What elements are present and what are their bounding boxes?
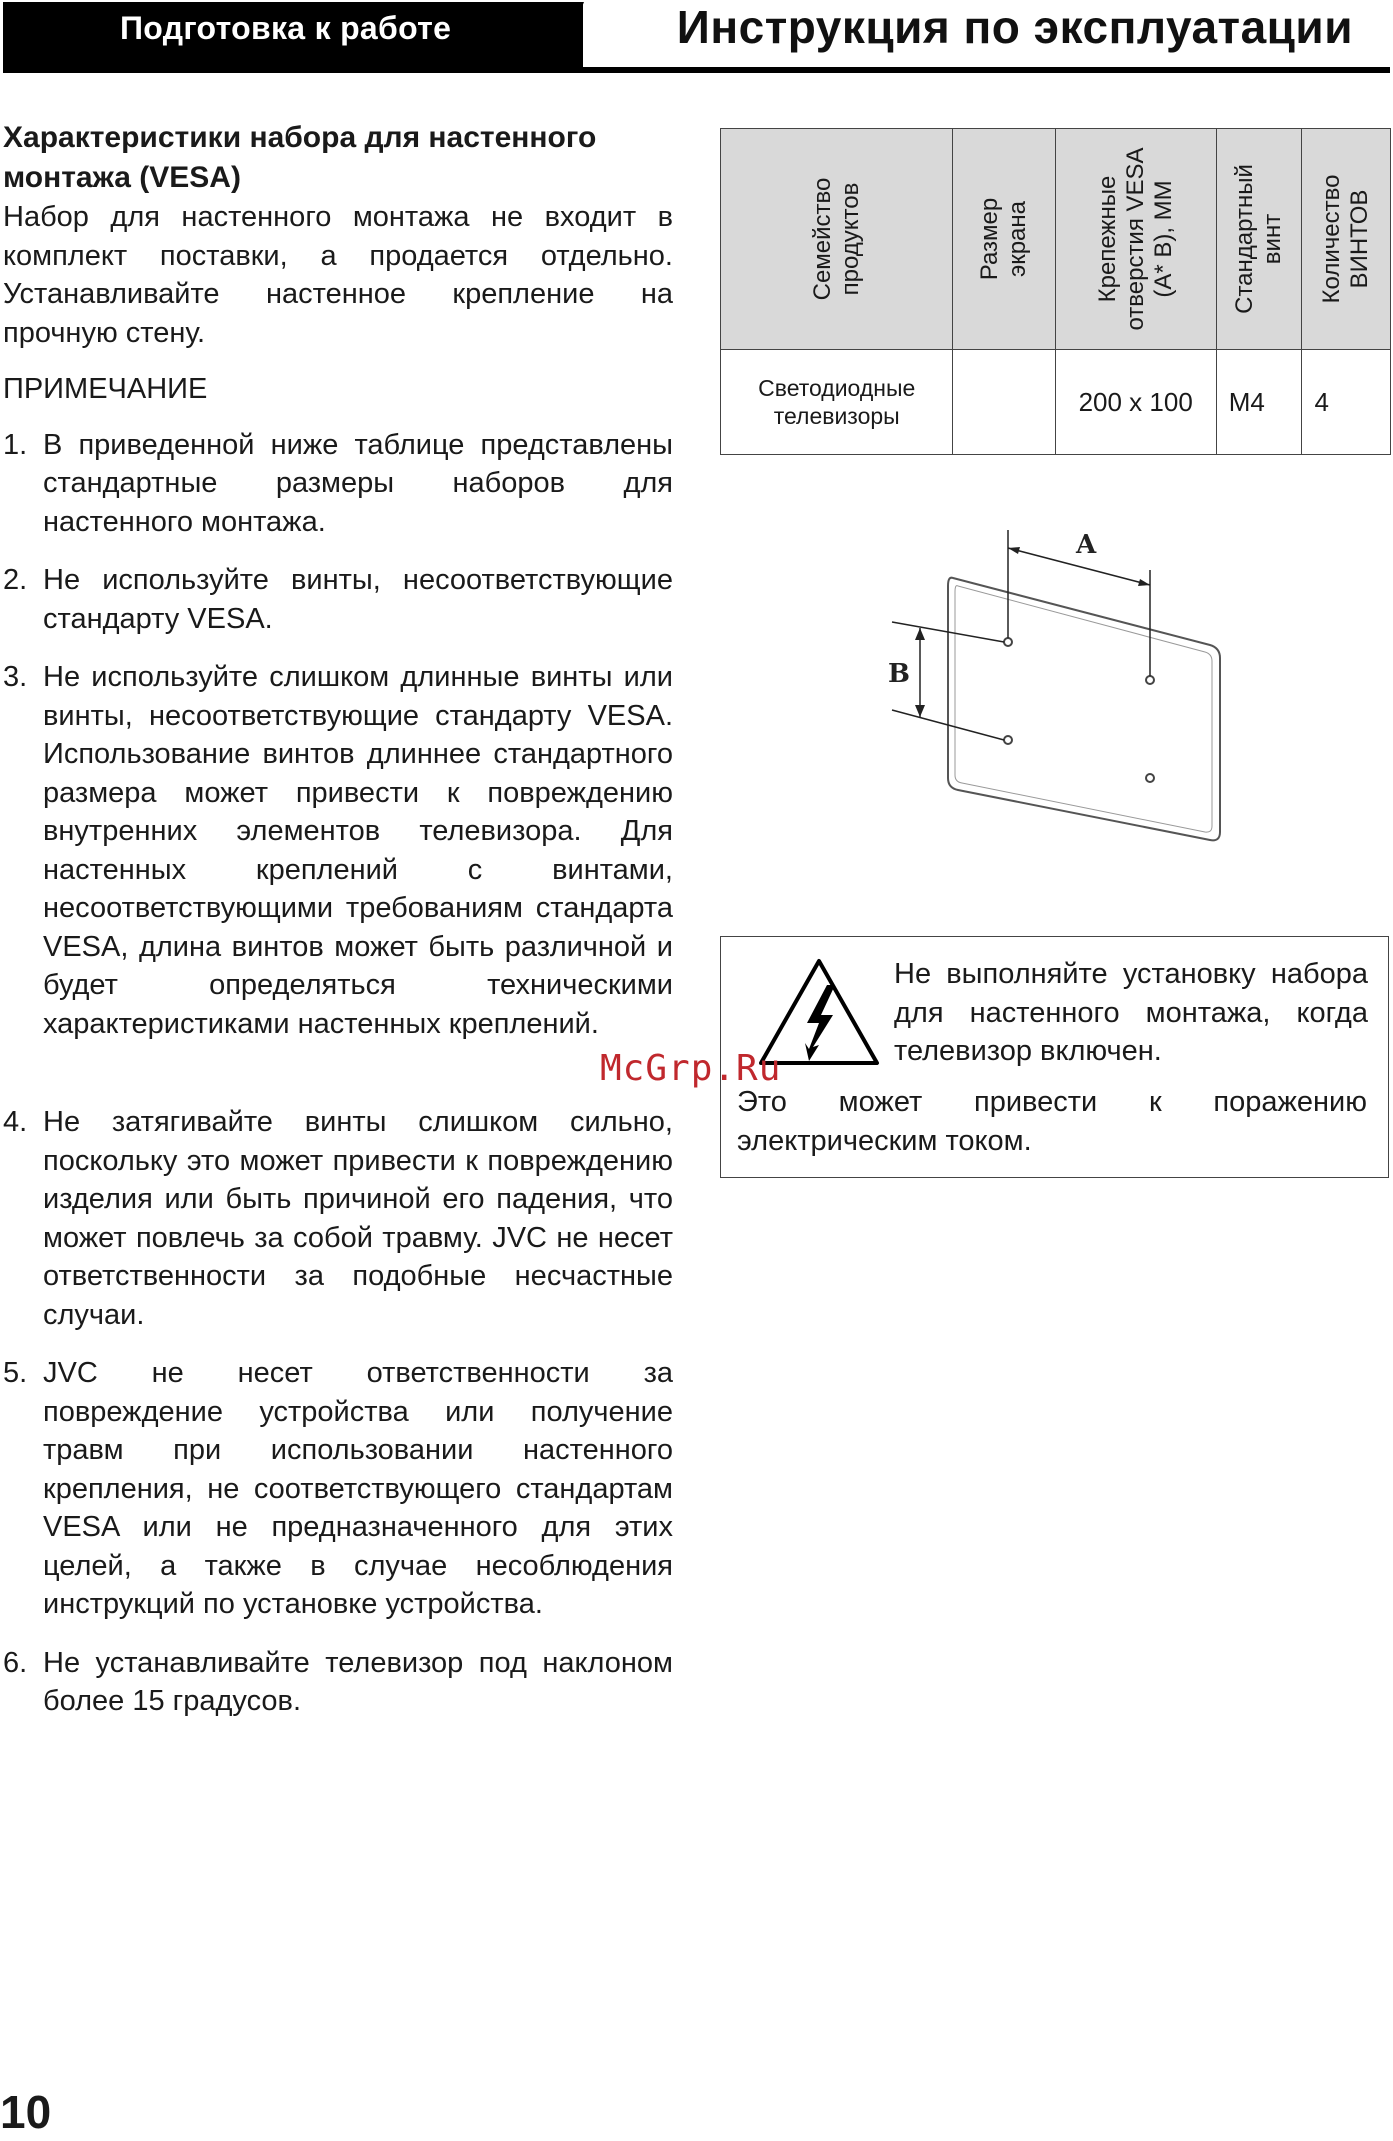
dim-a-label: A [1076,530,1097,560]
cell-count: 4 [1302,350,1391,455]
list-item: 3. Не используйте слишком длинные винты или винты, несоответствующие стандарту VESA. Использование винтов длиннее стандартного размера может привести к повреждению внутренних элементов телевизора. Для настенных креплений с винтами, несоответствующими требованиям стандарта VESA, длина винтов может быть различной и будет определяться техническими характеристиками настенных креплений. [3,661,673,1040]
page-number: 10 [0,2086,52,2138]
vesa-table [720,128,1391,455]
watermark: McGrp.Ru [600,1048,782,1089]
intro-paragraph: Набор для настенного монтажа не входит в комплект поставки, а продается отдельно. Устанавливайте настенное крепление на прочную стену. [3,201,673,349]
list-item: 5. JVC не несет ответственности за повреждение устройства или получение травм при использовании настенного крепления, не соответствующего стандартам VESA или не предназначенного для этих целей, а также в случае несоблюдения инструкций по установке устройства. [3,1357,673,1620]
section-title: Подготовка к работе [120,10,452,46]
header-family: Семейство продуктов [721,129,953,350]
left-column [3,118,673,1741]
header-screen: Размер экрана [953,129,1055,350]
cell-screw: М4 [1216,350,1302,455]
screw-hole [1004,638,1012,646]
dim-b-label: B [888,659,910,689]
warning-consequence: Это может привести к поражению электрическим током. [737,1086,1367,1157]
table-header-row [721,129,1391,350]
section-heading: Характеристики набора для настенного монтажа (VESA) [3,121,597,194]
header-rule [3,67,1390,73]
arrowhead [915,705,925,717]
screw-hole [1004,736,1012,744]
note-label: ПРИМЕЧАНИЕ [3,373,208,405]
vesa-diagram [880,520,1240,860]
table-row [721,350,1391,455]
header-count: Количество ВИНТОВ [1302,129,1391,350]
notes-list [3,426,673,1721]
header-screw: Стандартный винт [1216,129,1302,350]
list-item: 1. В приведенной ниже таблице представлены стандартные размеры наборов для настенного монтажа. [3,428,673,538]
arrowhead [1138,579,1150,586]
screw-hole [1146,676,1154,684]
list-item: 6. Не устанавливайте телевизор под наклоном более 15 градусов. [3,1646,673,1717]
warning-text: Не выполняйте установку набора для настенного монтажа, когда телевизор включен. [894,958,1368,1067]
cell-screen [953,350,1055,455]
header-holes: Крепежные отверстия VESA (А* В), ММ [1055,129,1216,350]
arrowhead [915,628,925,640]
list-item: 4. Не затягивайте винты слишком сильно, поскольку это может привести к повреждению изделия или быть причиной его падения, что может повлечь за собой травму. JVC не несет ответственности за подобные несчастные случаи. [3,1106,673,1331]
cell-family: Светодиодные телевизоры [721,350,953,455]
tv-back-panel [948,578,1220,841]
document-title: Инструкция по эксплуатации [676,1,1353,53]
arrowhead [1008,547,1020,554]
list-item: 2. Не используйте винты, несоответствующие стандарту VESA. [3,564,673,635]
cell-holes: 200 х 100 [1055,350,1216,455]
header-slant [556,0,616,72]
warning-box [720,936,1389,1178]
screw-hole [1146,774,1154,782]
page-header [0,0,1393,72]
